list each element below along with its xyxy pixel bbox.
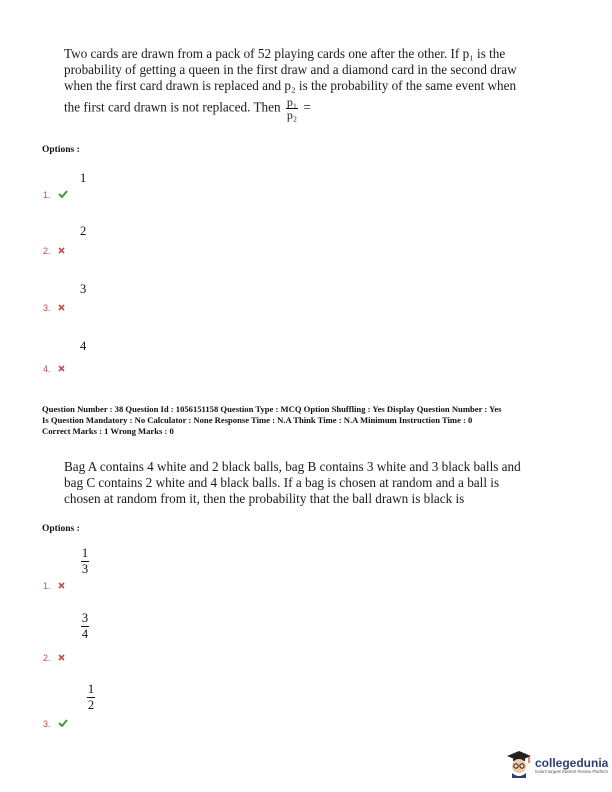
question-2-line-1: Bag A contains 4 white and 2 black balls, bag B contains 3 white and 3 black balls and: [64, 459, 521, 474]
option-2-fraction: [81, 612, 89, 641]
equals-sign: =: [303, 99, 311, 115]
option-1-numerator: 1: [81, 546, 89, 560]
option-2[interactable]: [43, 648, 65, 666]
meta-line-1: Question Number : 38 Question Id : 1056151158 Question Type : MCQ Option Shuffling : Yes Display Question Number : Yes: [42, 404, 502, 414]
option-3-number: 3.: [43, 303, 51, 313]
options-label-2: Options :: [42, 524, 80, 534]
collegedunia-logo: [505, 748, 608, 783]
check-icon: [58, 185, 68, 203]
logo-tagline: India's largest Student Review Platform: [535, 768, 608, 774]
question-1-line-2: probability of getting a queen in the first draw and a diamond card in the second draw: [64, 62, 517, 77]
option-3-fraction: [87, 683, 95, 712]
option-1[interactable]: [43, 576, 65, 594]
option-2-numerator: 3: [81, 611, 89, 625]
question-1-line-4: [64, 96, 534, 121]
question-2-line-2: bag C contains 2 white and 4 black balls. If a bag is chosen at random and a ball is: [64, 475, 500, 490]
option-4-number: 4.: [43, 364, 51, 374]
options-label-1: Options :: [42, 145, 80, 155]
option-3-number: 3.: [43, 719, 51, 729]
option-4-value: 4: [80, 339, 87, 353]
option-3-value: 3: [80, 282, 87, 296]
option-3[interactable]: [43, 714, 68, 732]
check-icon: [58, 714, 68, 732]
option-4[interactable]: [43, 359, 65, 377]
logo-name: collegedunia: [535, 755, 609, 770]
option-2[interactable]: [43, 241, 65, 259]
meta-line-3: Correct Marks : 1 Wrong Marks : 0: [42, 426, 174, 436]
question-1-line-4-text: the first card drawn is not replaced. Then: [64, 99, 281, 115]
option-1-fraction: [81, 547, 89, 576]
option-3[interactable]: [43, 298, 65, 316]
option-1-number: 1.: [43, 581, 51, 591]
option-3-denominator: 2: [87, 698, 95, 712]
option-1-value: 1: [80, 171, 87, 185]
option-2-value: 2: [80, 224, 87, 238]
question-2-text: [64, 459, 534, 507]
logo-text: [535, 757, 608, 775]
option-2-denominator: 4: [81, 627, 89, 641]
question-2-line-3: chosen at random from it, then the probability that the ball drawn is black is: [64, 491, 465, 506]
option-2-number: 2.: [43, 653, 51, 663]
question-1-line-1: Two cards are drawn from a pack of 52 playing cards one after the other. If p₁ is the: [64, 46, 506, 61]
fraction-denominator: p₂: [286, 108, 298, 122]
question-1-text: [64, 46, 534, 121]
p1-over-p2-fraction: [286, 96, 298, 121]
cross-icon: [58, 648, 65, 666]
graduate-mascot-icon: [505, 748, 533, 783]
question-38-metadata: [42, 404, 574, 437]
option-2-number: 2.: [43, 246, 51, 256]
fraction-numerator: p₁: [286, 95, 298, 109]
cross-icon: [58, 298, 65, 316]
cross-icon: [58, 359, 65, 377]
meta-line-2: Is Question Mandatory : No Calculator : None Response Time : N.A Think Time : N.A Minimum Instruction Time : 0: [42, 415, 473, 425]
option-1-number: 1.: [43, 190, 51, 200]
option-1[interactable]: [43, 185, 68, 203]
question-1-line-3: when the first card drawn is replaced and p₂ is the probability of the same event when: [64, 78, 517, 93]
cross-icon: [58, 576, 65, 594]
option-3-numerator: 1: [87, 682, 95, 696]
option-1-denominator: 3: [81, 562, 89, 576]
cross-icon: [58, 241, 65, 259]
